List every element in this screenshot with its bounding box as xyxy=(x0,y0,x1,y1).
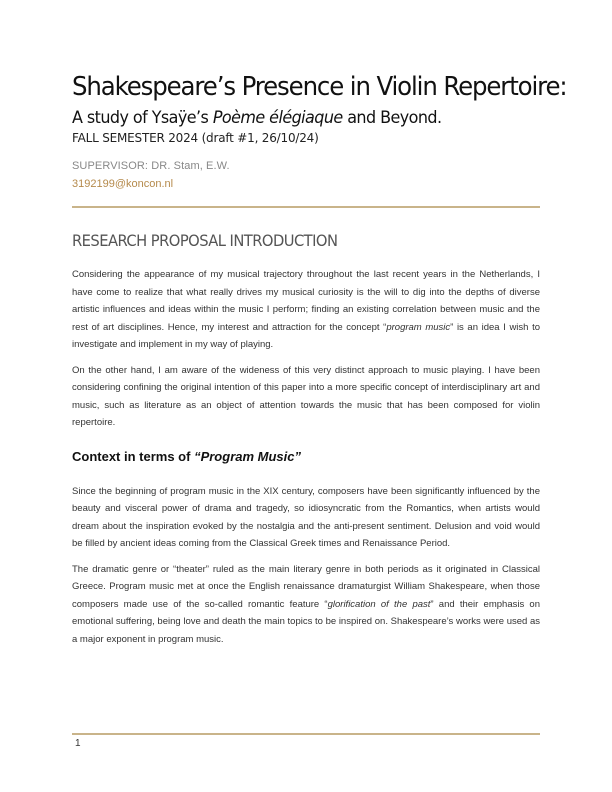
p4-text-b: ” and their emphasis on emotional suffering, being love and death the main topics to be inspired on. Shakespeare’s works were used as a major exponent in program music. xyxy=(72,598,540,645)
context-paragraph-1: Since the beginning of program music in the XIX century, composers have been significantly influenced by the beauty and visceral power of drama and tragedy, so idiosyncratic from the Romantics, when artists would dream about the inspiration evoked by the nostalgia and the anti-present sentiment. Delusion and void would be filled by ancient ideas coming from the Classical Greek times and Renaissance Period. xyxy=(72,485,540,549)
document-title: Shakespeare’s Presence in Violin Repertoire: xyxy=(72,72,567,102)
semester-line: FALL SEMESTER 2024 (draft #1, 26/10/24) xyxy=(72,131,319,145)
intro-paragraph-1 xyxy=(72,266,540,354)
p4-text-a: The dramatic genre or “theater” ruled as the main literary genre in both periods as it originated in Classical Greece. Program music met at once the English renaissance dramaturgist William Shakespeare, when those composers made use of the so-called romantic feature “ xyxy=(72,563,540,610)
subtitle-work-title: Poème élégiaque xyxy=(212,108,343,128)
intro-paragraph-2: On the other hand, I am aware of the wideness of this very distinct approach to music playing. I have been considering confining the original intention of this paper into a more specific concept of interdisciplinary art and music, such as literature as an object of attention towards the music that has been composed for violin repertoire. xyxy=(72,364,540,428)
subtitle-prefix: A study of Ysaÿe’s xyxy=(72,108,213,128)
section-heading: RESEARCH PROPOSAL INTRODUCTION xyxy=(72,231,338,250)
context-heading-italic: “Program Music” xyxy=(194,448,301,464)
page-number: 1 xyxy=(75,738,81,749)
context-paragraph-2 xyxy=(72,561,540,649)
supervisor-line: SUPERVISOR: DR. Stam, E.W. xyxy=(72,160,230,172)
context-heading xyxy=(72,448,540,466)
subtitle-suffix: and Beyond. xyxy=(342,108,442,128)
p1-text-b: ” is an idea I wish to investigate and implement in my way of playing. xyxy=(72,321,540,350)
footer-divider xyxy=(72,733,540,735)
email-link[interactable]: 3192199@koncon.nl xyxy=(72,178,174,190)
context-heading-prefix: Context in terms of xyxy=(72,448,195,464)
p1-text-a: Considering the appearance of my musical trajectory throughout the last recent years in the Netherlands, I have come to realize that what really drives my musical curiosity is the will to dig into the depths of diverse artistic influences and ideas within the music I perform; finding an existing correlation between music and the rest of art disciplines. Hence, my interest and attraction for the concept “ xyxy=(72,269,540,333)
header-divider xyxy=(72,206,540,208)
p1-italic: program music xyxy=(386,321,451,333)
document-page xyxy=(72,70,567,648)
p4-italic: glorification of the past xyxy=(327,598,431,610)
document-subtitle xyxy=(72,107,512,129)
